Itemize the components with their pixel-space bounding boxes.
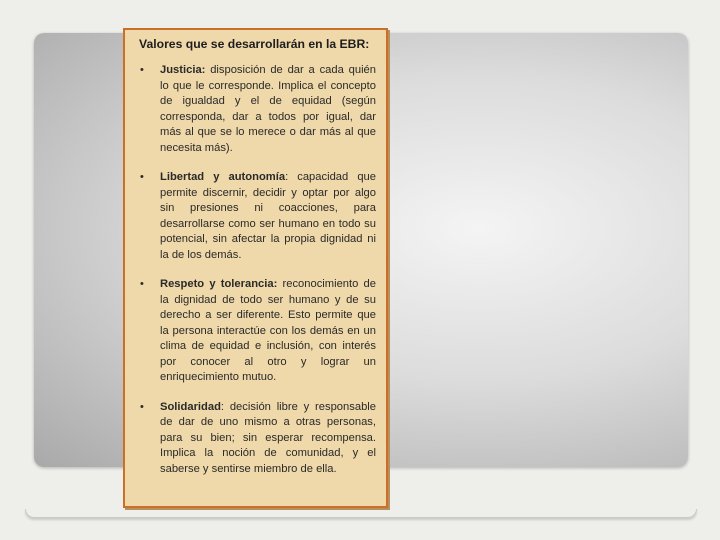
value-description: : capacidad que permite discernir, decidir y optar por algo sin presiones ni coacciones, para desarrollarse como ser humano en todo su potencial, sin afectar la propia dignidad ni la de los demás.: [160, 171, 376, 261]
list-item-justicia: [139, 63, 376, 156]
value-description: : decisión libre y responsable de dar de uno mismo a otras personas, para su bien; sin esperar recompensa. Implica la noción de comunidad, y el saberse y sentirse miembro de ella.: [160, 400, 376, 475]
list-item-respeto: [139, 277, 376, 386]
value-term: Respeto y tolerancia:: [160, 278, 278, 290]
bullet-icon: •: [140, 278, 144, 290]
slide-frame-border: [25, 509, 697, 518]
value-term: Libertad y autonomía: [160, 171, 286, 183]
bullet-icon: •: [140, 171, 144, 183]
value-description: disposición de dar a cada quién lo que le corresponde. Implica el concepto de igualdad y el de equidad (según corresponda, dar a todos por igual, dar más al que se lo merece o dar más al que necesita más).: [160, 64, 376, 154]
value-term: Justicia:: [160, 64, 206, 76]
document-title: Valores que se desarrollarán en la EBR:: [139, 37, 370, 51]
list-item-solidaridad: [139, 400, 376, 478]
values-list: [139, 63, 376, 477]
bullet-icon: •: [140, 64, 144, 76]
value-term: Solidaridad: [160, 400, 221, 413]
value-description: reconocimiento de la dignidad de todo ser humano y de su derecho a ser diferente. Esto permite que la persona interactúe con los demás en un clima de equidad e inclusión, con interés por conocer al otro y lograr un enriquecimiento mutuo.: [160, 278, 376, 383]
document-excerpt-card: [123, 28, 388, 508]
list-item-libertad: [139, 170, 376, 263]
bullet-icon: •: [140, 400, 144, 413]
